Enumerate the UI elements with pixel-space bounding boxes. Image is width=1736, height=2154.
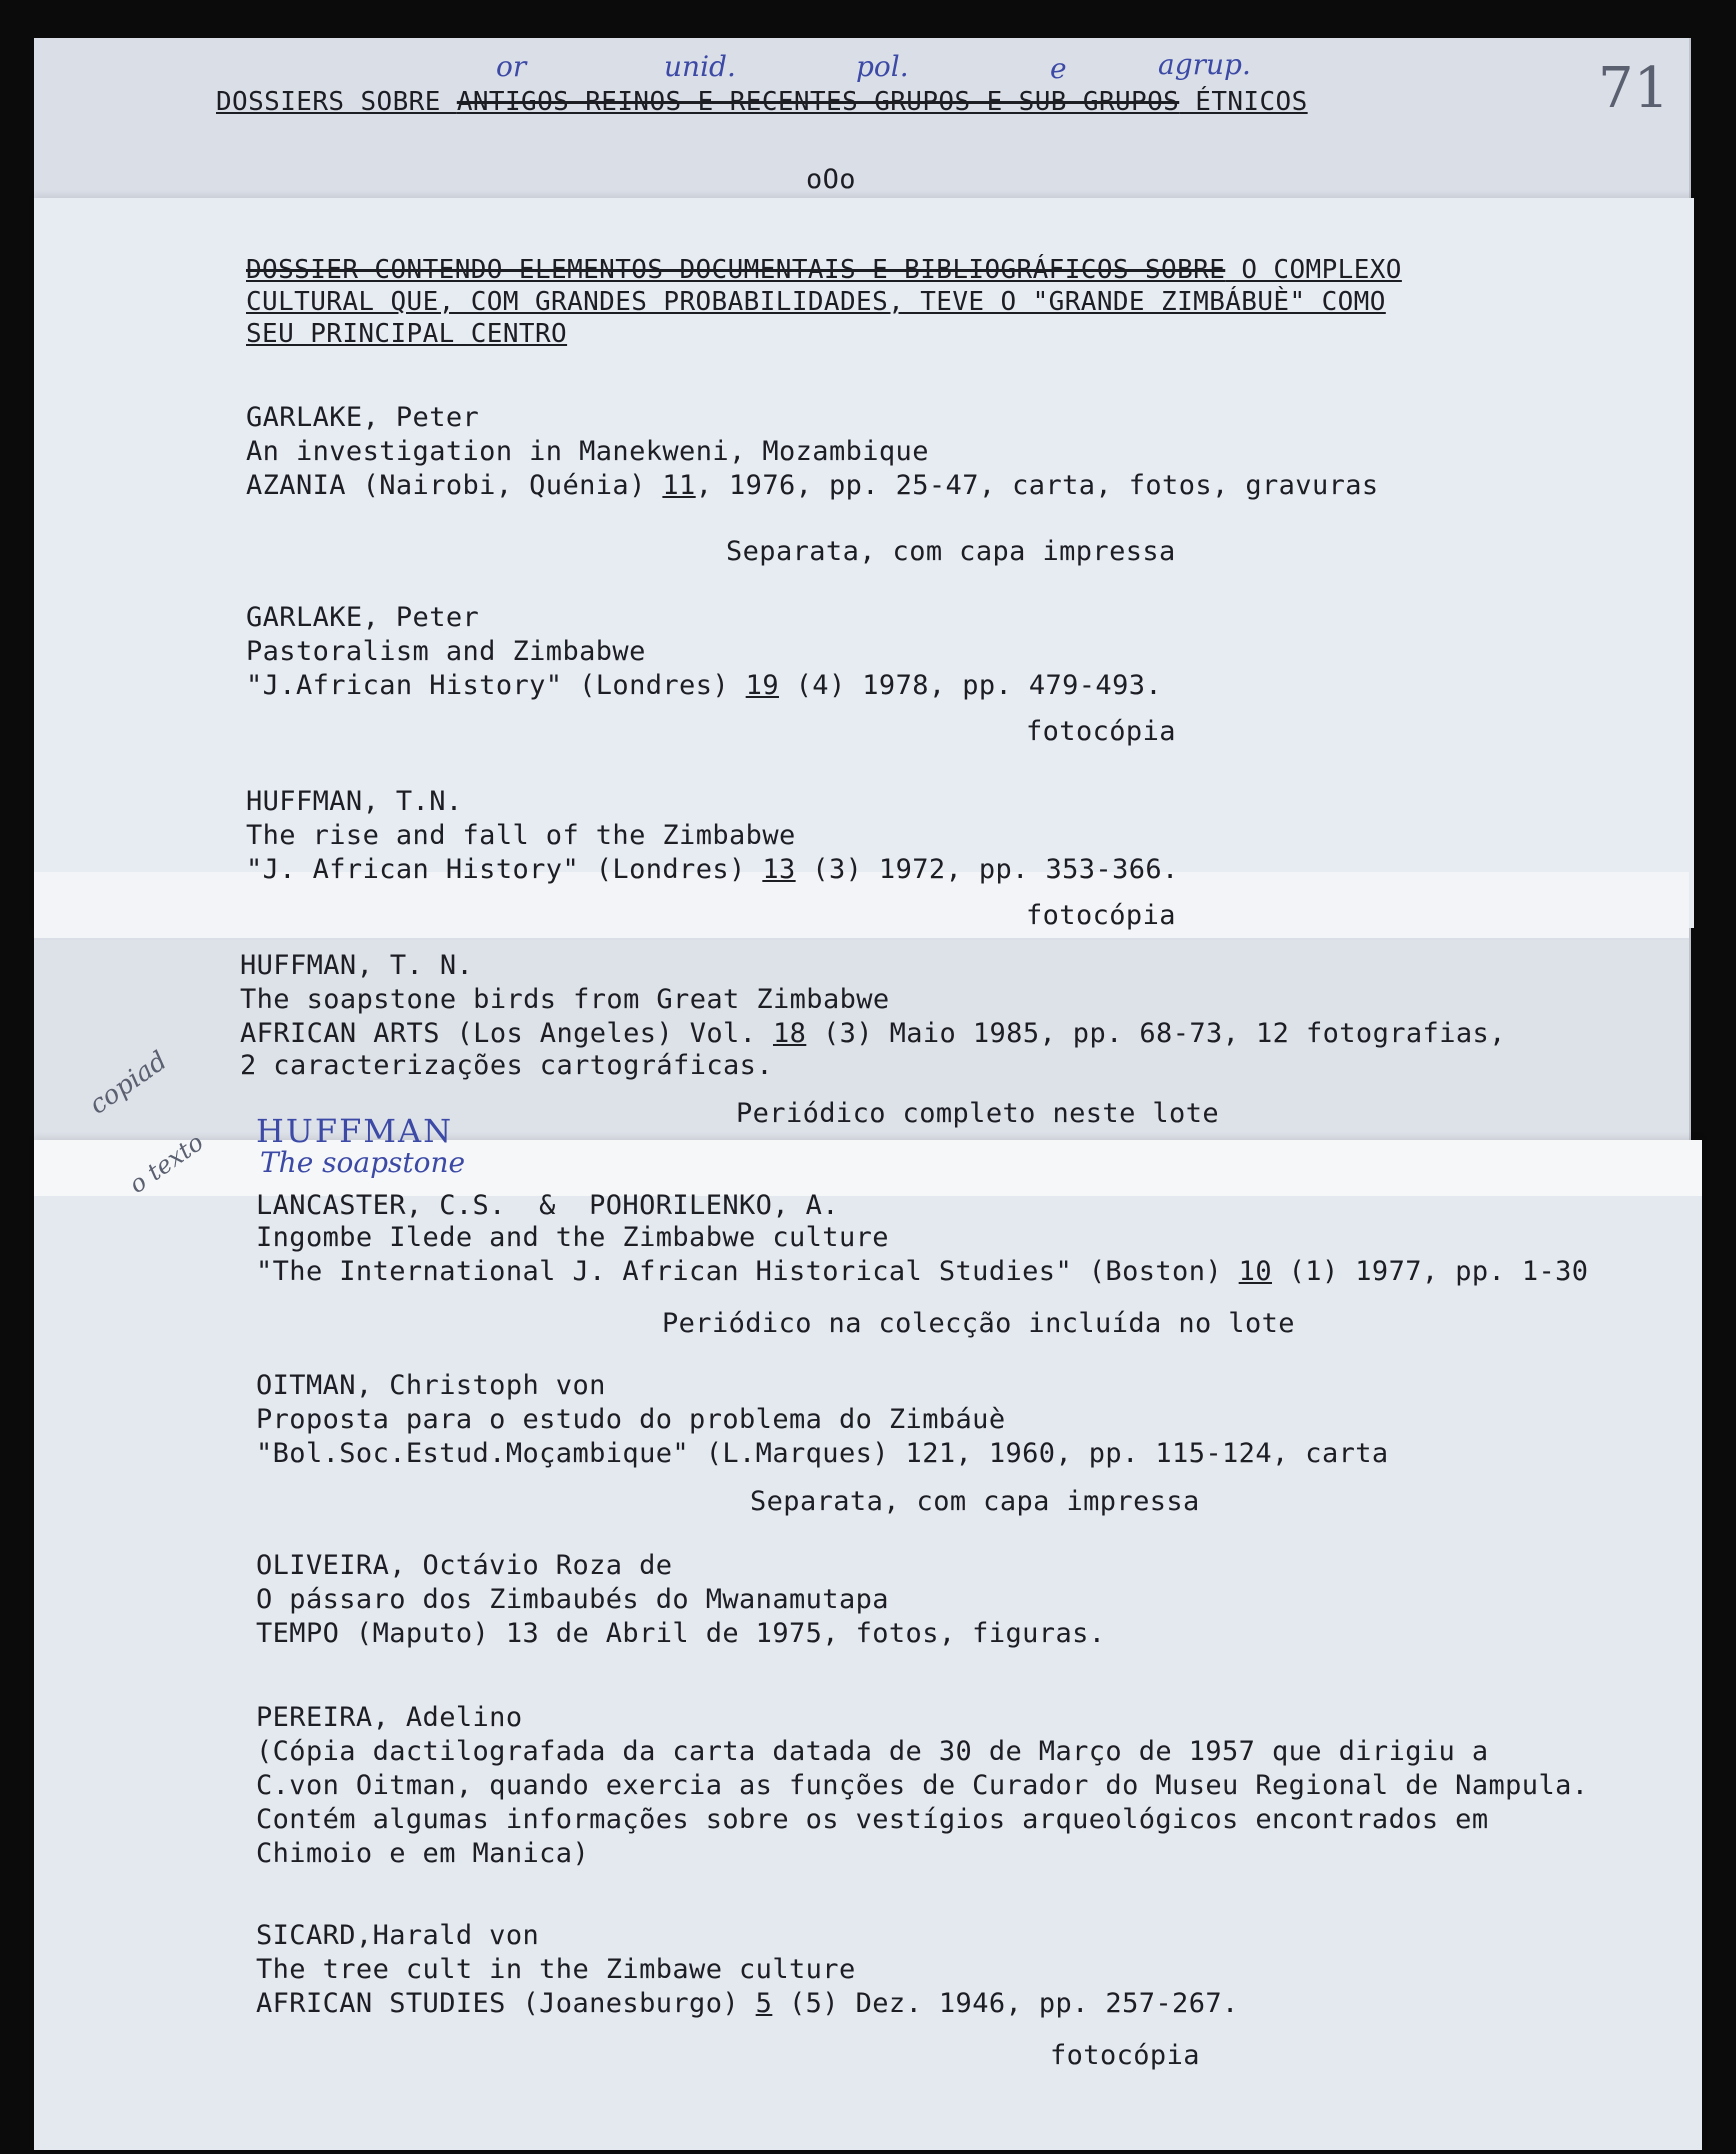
entry-text-line: (Cópia dactilografada da carta datada de 30 de Março de 1957 que dirigiu a bbox=[256, 1736, 1489, 1767]
dossier-title-line1: DOSSIER CONTENDO ELEMENTOS DOCUMENTAIS E BIBLIOGRÁFICOS SOBRE O COMPLEXO bbox=[246, 255, 1402, 285]
entry-author: GARLAKE, Peter bbox=[246, 602, 480, 633]
entry-source: AZANIA (Nairobi, Quénia) 11, 1976, pp. 25-47, carta, fotos, gravuras bbox=[246, 470, 1379, 501]
handwritten-insertion: pol. bbox=[856, 50, 909, 83]
entry-title: The tree cult in the Zimbawe culture bbox=[256, 1954, 856, 1985]
entry-note: Periódico na colecção incluída no lote bbox=[662, 1308, 1295, 1339]
entry-author: LANCASTER, C.S. & POHORILENKO, A. bbox=[256, 1190, 839, 1221]
entry-author: SICARD,Harald von bbox=[256, 1920, 540, 1951]
entry-source: "J. African History" (Londres) 13 (3) 1972, pp. 353-366. bbox=[246, 854, 1179, 885]
entry-source: "The International J. African Historical Studies" (Boston) 10 (1) 1977, pp. 1-30 bbox=[256, 1256, 1589, 1287]
header-suffix: ÉTNICOS bbox=[1179, 87, 1308, 117]
entry-source: TEMPO (Maputo) 13 de Abril de 1975, fotos, figuras. bbox=[256, 1618, 1106, 1649]
handwritten-note: The soapstone bbox=[260, 1146, 466, 1179]
entry-source: "Bol.Soc.Estud.Moçambique" (L.Marques) 121, 1960, pp. 115-124, carta bbox=[256, 1438, 1389, 1469]
entry-author: HUFFMAN, T.N. bbox=[246, 786, 463, 817]
entry-title: Proposta para o estudo do problema do Zimbáuè bbox=[256, 1404, 1006, 1435]
entry-note: Periódico completo neste lote bbox=[736, 1098, 1220, 1129]
margin-note: o texto bbox=[124, 1128, 209, 1199]
dossier-title-line3: SEU PRINCIPAL CENTRO bbox=[246, 319, 568, 349]
entry-note: Separata, com capa impressa bbox=[726, 536, 1176, 567]
entry-author: OLIVEIRA, Octávio Roza de bbox=[256, 1550, 673, 1581]
entry-volume: 10 bbox=[1238, 1256, 1272, 1287]
entry-title: Ingombe Ilede and the Zimbabwe culture bbox=[256, 1222, 889, 1253]
entry-author: HUFFMAN, T. N. bbox=[240, 950, 474, 981]
entry-author: OITMAN, Christoph von bbox=[256, 1370, 606, 1401]
dossier-title-struck: DOSSIER CONTENDO ELEMENTOS DOCUMENTAIS E BIBLIOGRÁFICOS SOBRE bbox=[246, 255, 1226, 285]
entry-source: AFRICAN ARTS (Los Angeles) Vol. 18 (3) Maio 1985, pp. 68-73, 12 fotografias, bbox=[240, 1018, 1506, 1049]
entry-source-line2: 2 caracterizações cartográficas. bbox=[240, 1050, 773, 1081]
handwritten-insertion: agrup. bbox=[1158, 48, 1251, 81]
entry-volume: 11 bbox=[662, 470, 696, 501]
page-number: 71 bbox=[1598, 56, 1670, 121]
header-prefix: DOSSIERS SOBRE bbox=[216, 87, 457, 117]
entry-volume: 18 bbox=[772, 1018, 807, 1049]
header-struck-text: ANTIGOS REINOS E RECENTES GRUPOS E SUB-GRUPOS bbox=[456, 87, 1180, 117]
entry-title: Pastoralism and Zimbabwe bbox=[246, 636, 646, 667]
entry-text-line: Chimoio e em Manica) bbox=[256, 1838, 590, 1869]
entry-text-line: C.von Oitman, quando exercia as funções de Curador do Museu Regional de Nampula. bbox=[256, 1770, 1589, 1801]
entry-source: AFRICAN STUDIES (Joanesburgo) 5 (5) Dez. 1946, pp. 257-267. bbox=[256, 1988, 1239, 2019]
entry-source: "J.African History" (Londres) 19 (4) 1978, pp. 479-493. bbox=[246, 670, 1163, 701]
header-separator: oOo bbox=[806, 164, 856, 195]
margin-note: copiad bbox=[84, 1045, 173, 1121]
entry-title: O pássaro dos Zimbaubés do Mwanamutapa bbox=[256, 1584, 889, 1615]
handwritten-insertion: e bbox=[1050, 52, 1067, 85]
handwritten-insertion: or bbox=[496, 50, 527, 83]
entry-volume: 19 bbox=[745, 670, 779, 701]
entry-title: An investigation in Manekweni, Mozambique bbox=[246, 436, 929, 467]
entry-note: fotocópia bbox=[1026, 716, 1176, 747]
entry-volume: 13 bbox=[762, 854, 796, 885]
entry-text-line: Contém algumas informações sobre os vestígios arqueológicos encontrados em bbox=[256, 1804, 1489, 1835]
handwritten-note: HUFFMAN bbox=[256, 1112, 454, 1150]
entry-note: Separata, com capa impressa bbox=[750, 1486, 1200, 1517]
entry-note: fotocópia bbox=[1026, 900, 1176, 931]
entry-note: fotocópia bbox=[1050, 2040, 1200, 2071]
entry-author: PEREIRA, Adelino bbox=[256, 1702, 523, 1733]
entry-author: GARLAKE, Peter bbox=[246, 402, 480, 433]
page-header bbox=[216, 86, 1308, 118]
handwritten-insertion: unid. bbox=[664, 50, 736, 83]
entry-volume: 5 bbox=[755, 1988, 773, 2019]
entry-title: The rise and fall of the Zimbabwe bbox=[246, 820, 796, 851]
entry-title: The soapstone birds from Great Zimbabwe bbox=[240, 984, 890, 1015]
dossier-title-line2: CULTURAL QUE, COM GRANDES PROBABILIDADES, TEVE O "GRANDE ZIMBÁBUÈ" COMO bbox=[246, 287, 1386, 317]
